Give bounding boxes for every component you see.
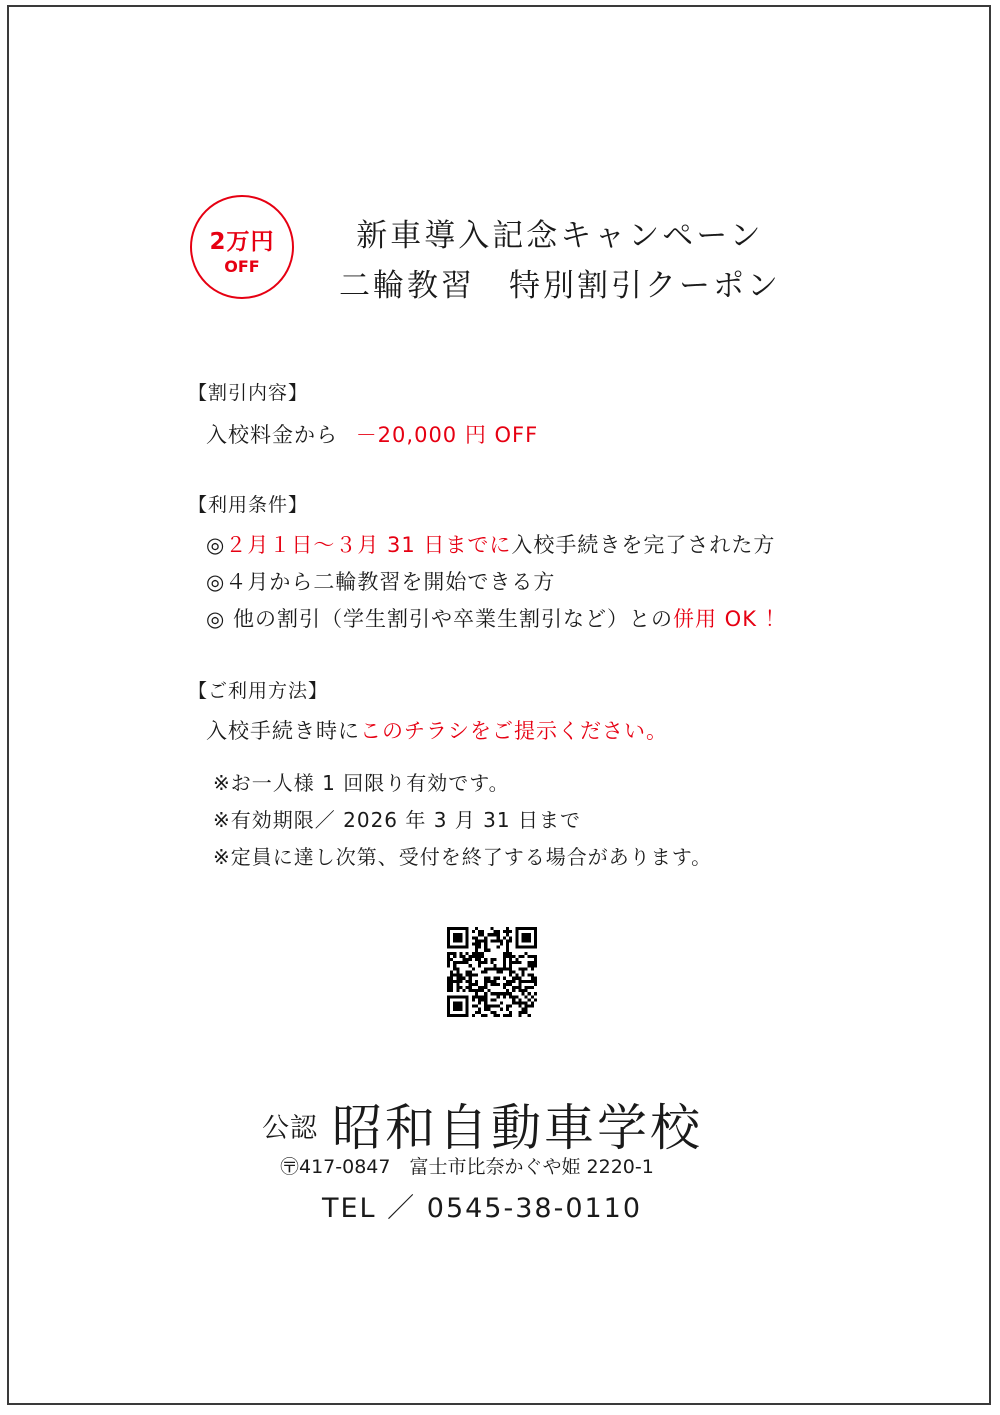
badge-off: OFF: [224, 257, 260, 276]
school-phone: TEL ／ 0545-38-0110: [322, 1193, 643, 1224]
condition-item-2: ◎４月から二輪教習を開始できる方: [206, 570, 556, 594]
conditions-heading: 【利用条件】: [188, 494, 309, 516]
discount-amount: －20,000 円 OFF: [355, 423, 539, 447]
condition-text: ◎ 他の割引（学生割引や卒業生割引など）との: [206, 607, 673, 631]
discount-text: 入校料金から: [206, 423, 338, 447]
discount-line: [206, 419, 538, 449]
combined-use-ok: 併用 OK ！: [673, 607, 787, 631]
school-address: 〶417-0847 富士市比奈かぐや姫 2220-1: [280, 1156, 654, 1178]
condition-item-1: [206, 529, 775, 559]
discount-badge: [190, 195, 294, 299]
note-item: ※お一人様 1 回限り有効です。: [213, 771, 510, 795]
certified-label: 公認: [262, 1113, 318, 1144]
qr-code[interactable]: [447, 927, 537, 1017]
usage-text: 入校手続き時に: [206, 719, 360, 743]
coupon-title: 二輪教習 特別割引クーポン: [339, 268, 781, 304]
discount-heading: 【割引内容】: [188, 382, 309, 404]
condition-mark: ◎: [206, 533, 226, 557]
condition-item-3: [206, 603, 787, 633]
usage-line: [206, 715, 668, 745]
note-item: ※有効期限／ 2026 年 3 月 31 日まで: [213, 808, 581, 832]
note-item: ※定員に達し次第、受付を終了する場合があります。: [213, 845, 713, 869]
badge-amount: 2万円: [209, 229, 275, 255]
campaign-title: 新車導入記念キャンペーン: [356, 218, 764, 254]
school-title: [262, 1088, 703, 1160]
school-name: 昭和自動車学校: [332, 1099, 703, 1157]
usage-instruction: このチラシをご提示ください。: [360, 719, 668, 743]
condition-text: 入校手続きを完了された方: [511, 533, 776, 557]
usage-heading: 【ご利用方法】: [188, 680, 329, 702]
condition-period: ２月１日～３月 31 日までに: [225, 533, 512, 557]
